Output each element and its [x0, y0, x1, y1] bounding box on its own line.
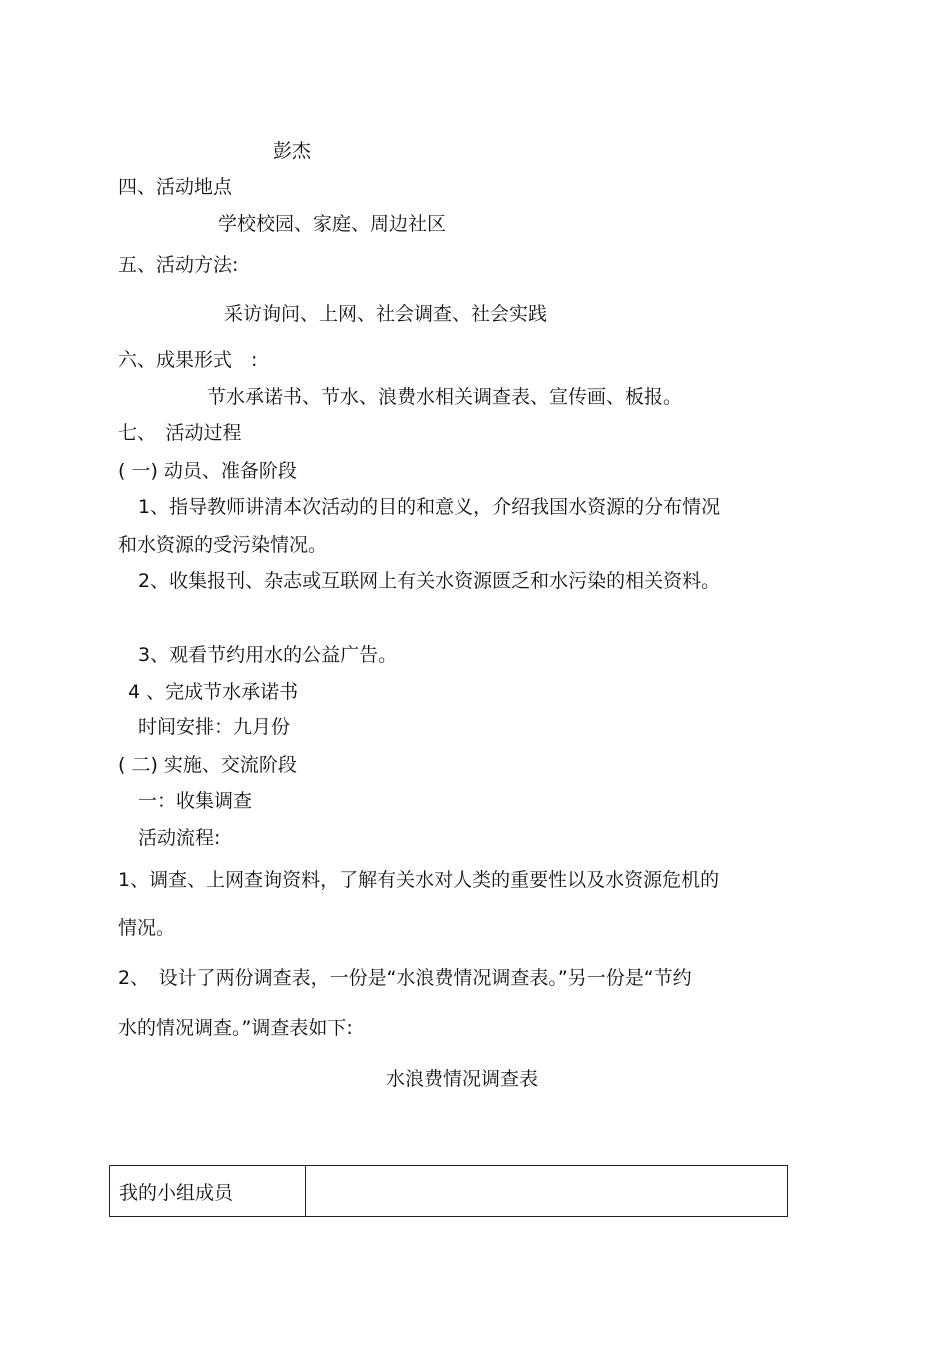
flow-item-1-cont: 情况。: [118, 917, 176, 939]
collect-survey-heading: 一：收集调查: [138, 790, 253, 812]
schedule-text: 时间安排：九月份: [138, 716, 291, 738]
section-heading-results: 六、成果形式 :: [118, 349, 258, 371]
location-text: 学校校园、家庭、周边社区: [218, 213, 447, 235]
section-heading-location: 四、活动地点: [118, 176, 233, 198]
member-name: 彭杰: [273, 140, 312, 162]
survey-table: [109, 1165, 788, 1217]
results-text: 节水承诺书、节水、浪费水相关调查表、宣传画、板报。: [207, 386, 683, 408]
stage-one-item-2: 2、收集报刊、杂志或互联网上有关水资源匮乏和水污染的相关资料。: [138, 570, 721, 592]
stage-one-item-1-cont: 和水资源的受污染情况。: [118, 534, 328, 556]
stage-one-item-1: 1、指导教师讲清本次活动的目的和意义，介绍我国水资源的分布情况: [138, 496, 721, 518]
group-members-label: 我的小组成员: [110, 1166, 306, 1217]
stage-one-heading: ( 一) 动员、准备阶段: [118, 460, 297, 482]
section-heading-process: 七、 活动过程: [118, 422, 242, 444]
stage-two-heading: ( 二) 实施、交流阶段: [118, 754, 297, 776]
flow-item-2: 2、 设计了两份调查表，一份是“水浪费情况调查表。”另一份是“节约: [118, 967, 692, 989]
stage-one-item-4: 4 、完成节水承诺书: [128, 681, 299, 703]
flow-item-1: 1、调查、上网查询资料，了解有关水对人类的重要性以及水资源危机的: [118, 869, 720, 891]
table-row: [110, 1166, 788, 1217]
section-heading-method: 五、活动方法:: [118, 254, 239, 276]
flow-item-2-cont: 水的情况调查。”调查表如下:: [118, 1017, 353, 1039]
method-text: 采访询问、上网、社会调查、社会实践: [224, 303, 548, 325]
stage-one-item-3: 3、观看节约用水的公益广告。: [138, 644, 398, 666]
survey-table-title: 水浪费情况调查表: [386, 1068, 539, 1090]
activity-flow-label: 活动流程:: [138, 827, 221, 849]
group-members-value: [306, 1166, 788, 1217]
